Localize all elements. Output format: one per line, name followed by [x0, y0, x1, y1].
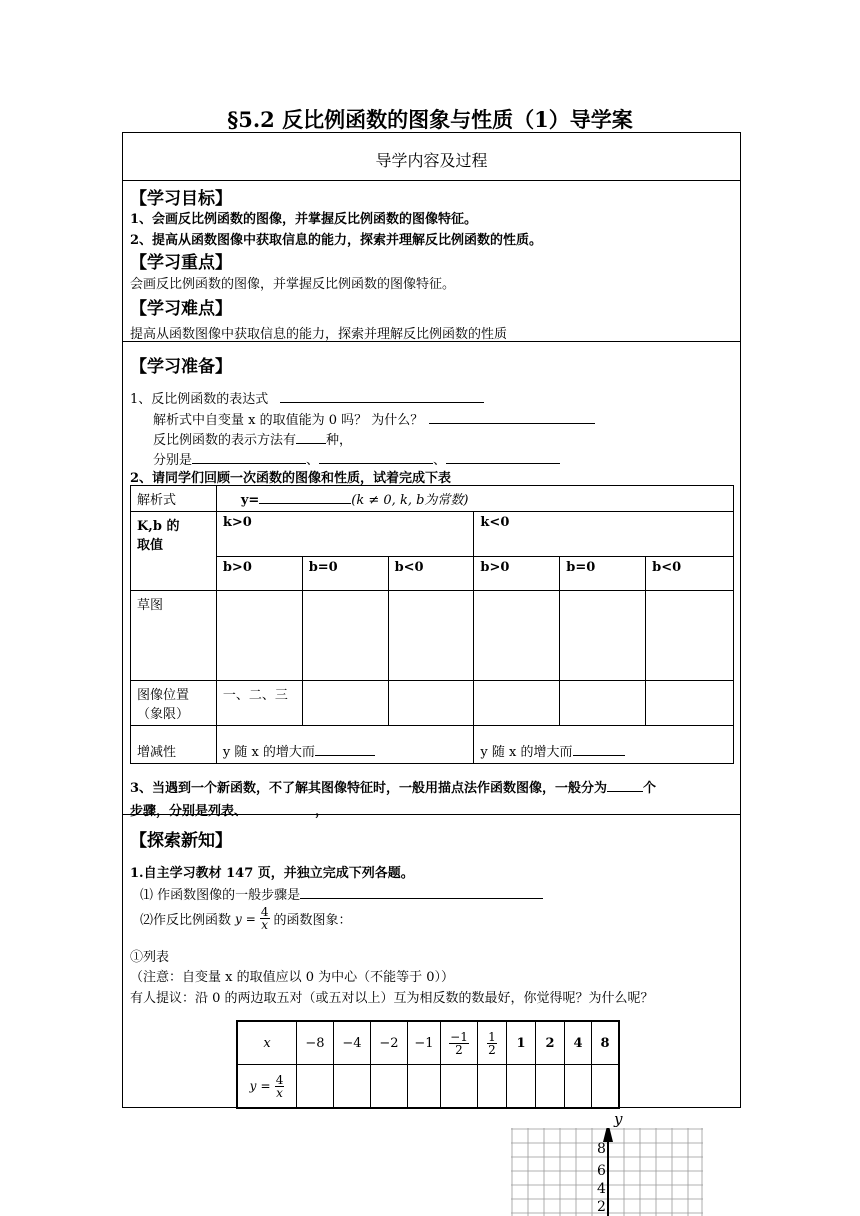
divider [122, 180, 741, 181]
goal-item: 2、提高从函数图像中获取信息的能力，探索并理解反比例函数的性质。 [130, 233, 543, 248]
formula-condition: (k ≠ 0, k, b为常数) [351, 493, 469, 508]
y-tick: 4 [597, 1181, 606, 1197]
sketch-cell[interactable] [388, 591, 474, 681]
answer-blank[interactable] [607, 778, 643, 792]
difficulty-heading: 【学习难点】 [130, 299, 232, 319]
value-table [236, 1020, 620, 1109]
fraction [260, 906, 270, 931]
sketch-cell[interactable] [560, 591, 646, 681]
y-tick: 6 [597, 1163, 606, 1179]
k-positive: k>0 [216, 512, 474, 557]
answer-blank[interactable] [573, 742, 625, 756]
y-cell[interactable] [334, 1065, 371, 1109]
answer-blank[interactable] [280, 389, 484, 403]
answer-blank[interactable] [247, 801, 315, 815]
row-label: 增减性 [131, 726, 217, 764]
y-cell[interactable] [478, 1065, 507, 1109]
section-header: 导学内容及过程 [375, 151, 488, 170]
page-number: 147 [226, 866, 254, 881]
b-cell: b<0 [388, 557, 474, 591]
x-label: x [237, 1021, 297, 1065]
y-axis-label: y [614, 1110, 623, 1128]
b-cell: b=0 [302, 557, 388, 591]
x-value: $\frac{1}{2}$ [488, 1029, 496, 1057]
separator: 、 [306, 453, 320, 468]
answer-blank[interactable] [332, 801, 412, 815]
explore-heading: 【探索新知】 [130, 831, 232, 851]
formula-prefix: y= [240, 493, 260, 508]
quadrant-cell[interactable] [474, 681, 560, 726]
x-value: $\frac{-1}{2}$ [450, 1029, 468, 1057]
y-cell[interactable] [371, 1065, 408, 1109]
func-eq: = [245, 911, 256, 926]
y-cell[interactable] [297, 1065, 334, 1109]
suggestion-text: 有人提议：沿 0 的两边取五对（或五对以上）互为相反数的数最好，你觉得呢？为什么呢？ [130, 991, 654, 1006]
sketch-cell[interactable] [216, 591, 302, 681]
y-tick: 2 [597, 1199, 606, 1215]
explore-p1-end: 页，并独立完成下列各题。 [253, 866, 414, 881]
quadrant-cell[interactable] [388, 681, 474, 726]
quadrant-cell[interactable] [302, 681, 388, 726]
denominator: x [261, 918, 269, 932]
prep-q3b: 步骤，分别是列表、 [130, 804, 248, 819]
x-value: −8 [297, 1021, 334, 1065]
prep-q2: 2、请同学们回顾一次函数的图像和性质，试着完成下表 [130, 471, 452, 486]
goal-item: 1、会画反比例函数的图像，并掌握反比例函数的图像特征。 [130, 212, 478, 227]
prep-q1b-end: 种， [326, 433, 353, 448]
quadrant-cell[interactable] [560, 681, 646, 726]
x-value: 4 [565, 1021, 592, 1065]
prep-q1: 1、反比例函数的表达式 [130, 392, 269, 407]
x-value: −2 [371, 1021, 408, 1065]
answer-blank[interactable] [429, 410, 595, 424]
focus-text: 会画反比例函数的图像，并掌握反比例函数的图像特征。 [130, 277, 456, 292]
x-value: 8 [592, 1021, 620, 1065]
explore-p1: 1.自主学习教材 [130, 866, 227, 881]
sketch-cell[interactable] [302, 591, 388, 681]
explore-s2: ⑵作反比例函数 [140, 913, 232, 928]
b-cell: b>0 [474, 557, 560, 591]
y-cell[interactable] [565, 1065, 592, 1109]
x-value: −4 [334, 1021, 371, 1065]
prep-q1a: 解析式中自变量 x 的取值能为 0 吗？ 为什么？ [153, 413, 424, 428]
page-title: §5.2 反比例函数的图象与性质（1）导学案 [227, 107, 633, 132]
b-cell: b<0 [646, 557, 734, 591]
separator: ， [315, 804, 329, 819]
b-cell: b=0 [560, 557, 646, 591]
goals-heading: 【学习目标】 [130, 189, 232, 209]
x-value: 1 [507, 1021, 536, 1065]
prep-q1b: 反比例函数的表示方法有 [153, 433, 297, 448]
quadrant-cell[interactable] [646, 681, 734, 726]
grid-svg [511, 1128, 703, 1216]
prep-heading: 【学习准备】 [130, 357, 232, 377]
y-cell[interactable] [507, 1065, 536, 1109]
trend-text: y 随 x 的增大而 [480, 745, 573, 760]
row-label: 解析式 [131, 486, 217, 512]
prep-q3: 3、当遇到一个新函数，不了解其图像特征时，一般用描点法作函数图像，一般分为 [130, 781, 608, 796]
x-value: −1 [408, 1021, 441, 1065]
k-negative: k<0 [474, 512, 734, 557]
answer-blank[interactable] [315, 742, 375, 756]
answer-blank[interactable] [296, 430, 326, 444]
prep-q3-end: 个 [643, 781, 657, 796]
coordinate-grid [511, 1128, 703, 1216]
y-tick: 8 [597, 1141, 606, 1157]
x-value: 2 [536, 1021, 565, 1065]
linear-function-table [130, 485, 734, 764]
func-y: y [235, 911, 242, 926]
list-step: ①列表 [130, 950, 170, 965]
row-label: 图像位置 （象限） [131, 681, 217, 726]
explore-s2-end: 的函数图象： [273, 913, 352, 928]
answer-blank[interactable] [192, 450, 306, 464]
sketch-cell[interactable] [646, 591, 734, 681]
answer-blank[interactable] [300, 885, 543, 899]
b-cell: b>0 [216, 557, 302, 591]
explore-s1: ⑴ 作函数图像的一般步骤是 [140, 888, 301, 903]
prep-q1c: 分别是 [153, 453, 193, 468]
y-cell[interactable] [592, 1065, 620, 1109]
y-label: y = $\frac{4}{x}$ [237, 1065, 297, 1109]
quadrant-cell: 一、二、三 [216, 681, 302, 726]
y-cell[interactable] [536, 1065, 565, 1109]
row-label: 草图 [131, 591, 217, 681]
y-cell[interactable] [408, 1065, 441, 1109]
y-cell[interactable] [441, 1065, 478, 1109]
answer-blank[interactable] [259, 490, 351, 504]
trend-text: y 随 x 的增大而 [222, 745, 315, 760]
focus-heading: 【学习重点】 [130, 253, 232, 273]
answer-blank[interactable] [319, 450, 433, 464]
separator: 、 [433, 453, 447, 468]
numerator: 4 [260, 905, 269, 919]
row-label: K,b 的 取值 [131, 512, 217, 591]
note-text: （注意：自变量 x 的取值应以 0 为中心（不能等于 0）） [130, 970, 455, 985]
difficulty-text: 提高从函数图像中获取信息的能力，探索并理解反比例函数的性质 [130, 327, 508, 342]
answer-blank[interactable] [446, 450, 560, 464]
sketch-cell[interactable] [474, 591, 560, 681]
